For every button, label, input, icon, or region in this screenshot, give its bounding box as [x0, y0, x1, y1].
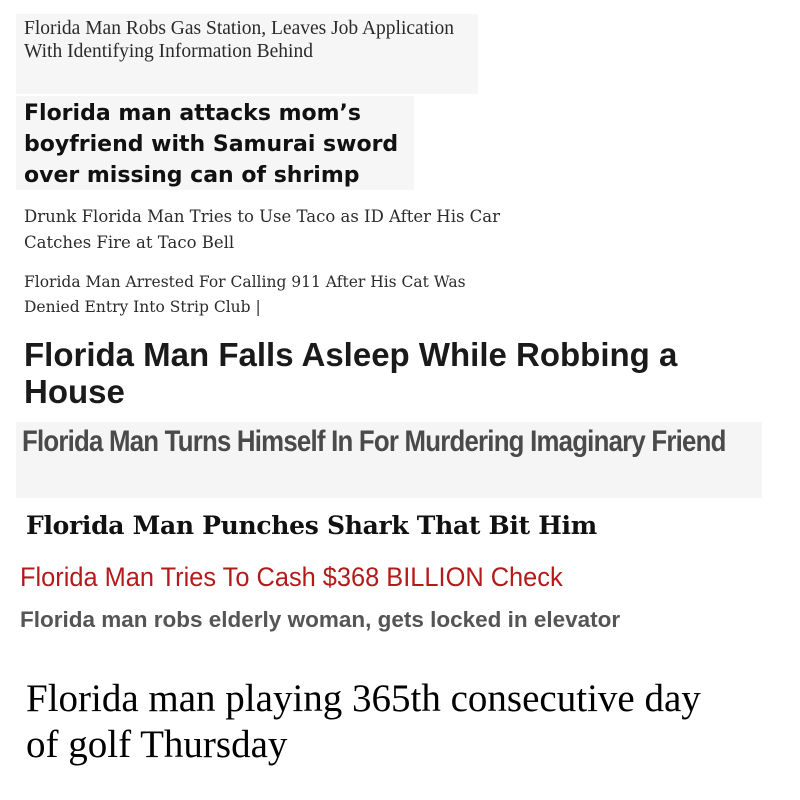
headline-text: Florida man attacks mom’s boyfriend with Samurai sword over missing can of shrimp [24, 101, 399, 188]
headline-text: Florida man robs elderly woman, gets locked in elevator [20, 607, 621, 632]
headline-samurai-sword [16, 96, 414, 190]
headline-text: Florida Man Robs Gas Station, Leaves Job Application With Identifying Information Behind [24, 18, 455, 62]
headline-text: Florida Man Punches Shark That Bit Him [26, 511, 597, 540]
headline-text: Florida Man Falls Asleep While Robbing a House [24, 336, 678, 410]
headline-gas-station [16, 14, 478, 94]
headline-text: Florida Man Turns Himself In For Murdering Imaginary Friend [22, 425, 726, 458]
headline-text: Drunk Florida Man Tries to Use Taco as ID After His Car Catches Fire at Taco Bell [24, 207, 501, 252]
headline-text: Florida man playing 365th consecutive day of golf Thursday [26, 677, 701, 766]
headline-taco-id [16, 200, 536, 262]
headline-golf [16, 676, 716, 786]
headline-punches-shark [16, 506, 716, 550]
headline-imaginary-friend [16, 422, 762, 498]
headline-text: Florida Man Tries To Cash $368 BILLION Check [20, 562, 563, 592]
headline-cat-strip-club [16, 266, 486, 328]
headline-elevator [16, 602, 656, 668]
headline-billion-check [16, 556, 656, 600]
headline-falls-asleep [16, 332, 716, 418]
headline-text: Florida Man Arrested For Calling 911 After His Cat Was Denied Entry Into Strip Club | [24, 273, 466, 316]
